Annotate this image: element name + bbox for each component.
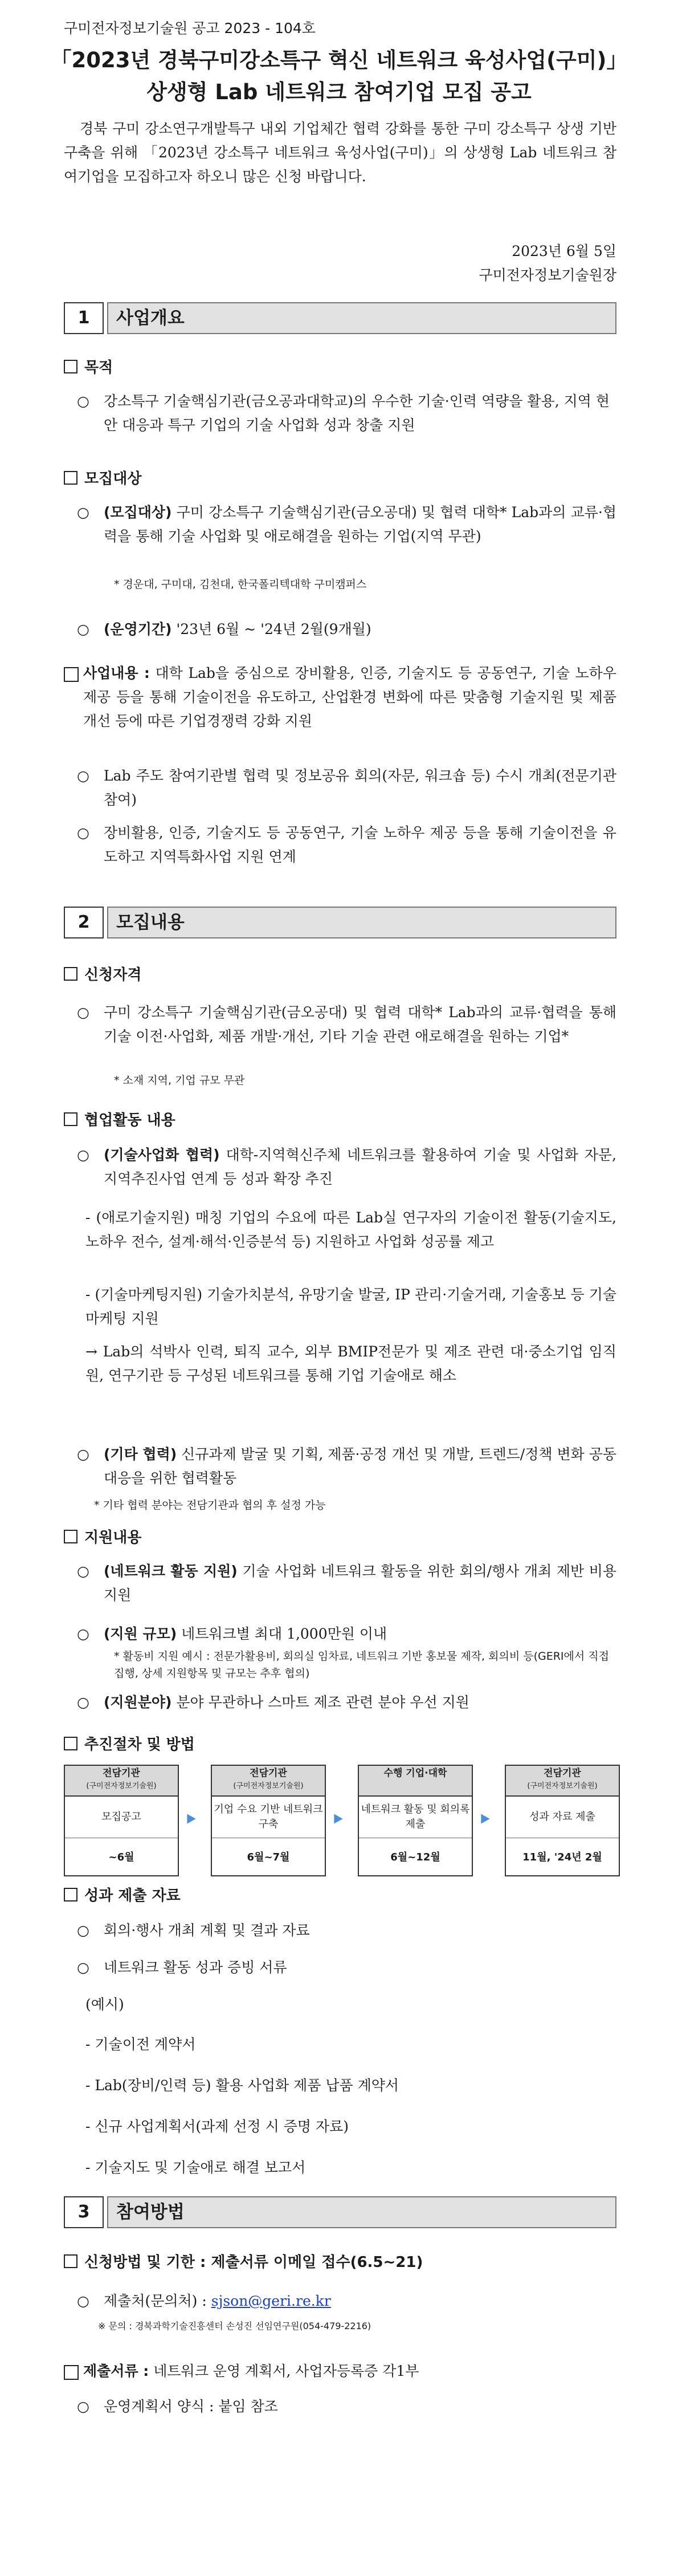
cooperation-item-2: (기타 협력) 신규과제 발굴 및 기획, 제품·공정 개선 및 개발, 트렌드/정책 변화 공동 대응을 위한 협력활동 [104, 1446, 617, 1486]
checkbox-square-icon [64, 1888, 77, 1901]
contact-note: ※ 문의 : 경북과학기술진흥센터 손성진 선임연구원(054-479-2216) [98, 2321, 371, 2331]
circle-bullet-icon: ○ [77, 1922, 89, 1939]
cooperation-sub-2: - (기술마케팅지원) 기술가치분석, 유망기술 발굴, IP 관리·기술거래, 기술홍보 등 기술마케팅 지원 [85, 1286, 616, 1327]
support-item-1: (네트워크 활동 지원) 기술 사업화 네트워크 활동을 위한 회의/행사 개최 제반 비용 지원 [104, 1563, 616, 1603]
process-step-period: ~6월 [108, 1851, 134, 1863]
apply-heading: 신청방법 및 기한 : 제출서류 이메일 접수(6.5~21) [64, 2251, 423, 2274]
process-step-period: 6월~7월 [247, 1851, 290, 1863]
support-item-2: (지원 규모) 네트워크별 최대 1,000만원 이내 [104, 1626, 387, 1642]
support-note: * 활동비 지원 예시 : 전문가활용비, 회의실 임차료, 네트워크 기반 홍보물 제작, 회의비 등(GERI에서 직접 집행, 상세 지원항목 및 규모는 추후 협의) [114, 1650, 609, 1680]
title-line-1: 「2023년 경북구미강소특구 혁신 네트워크 육성사업(구미)」 [50, 48, 628, 72]
period-item: (운영기간) '23년 6월 ~ '24년 2월(9개월) [104, 621, 371, 637]
process-step-org: 수행 기업·대학 [359, 1766, 472, 1797]
circle-bullet-icon: ○ [77, 824, 89, 841]
checkbox-square-icon [64, 1112, 77, 1126]
support-item-3: (지원분야) 분야 무관하나 스마트 제조 관련 분야 우선 지원 [104, 1694, 469, 1710]
process-step-org: 전담기관 (구미전자정보기술원) [506, 1766, 619, 1797]
section-number: 2 [64, 907, 104, 938]
section-3-header [64, 2196, 616, 2227]
title-line-2: 상생형 Lab 네트워크 참여기업 모집 공고 [146, 80, 532, 104]
checkbox-square-icon [64, 967, 77, 981]
circle-bullet-icon: ○ [77, 1147, 89, 1163]
process-step-period: 6월~12월 [390, 1851, 440, 1863]
arrow-right-icon [185, 1813, 198, 1825]
checkbox-square-icon [64, 360, 77, 373]
notice-number: 구미전자정보기술원 공고 2023 - 104호 [64, 20, 316, 36]
circle-bullet-icon: ○ [77, 1446, 89, 1462]
checkbox-square-icon [64, 2365, 79, 2380]
checkbox-square-icon [64, 1737, 77, 1750]
process-step [211, 1765, 326, 1876]
issue-date-block [479, 239, 616, 287]
checkbox-square-icon [64, 667, 79, 682]
process-step-task: 성과 자료 제출 [506, 1797, 619, 1838]
qualification-note: * 소재 지역, 기업 규모 무관 [114, 1074, 245, 1087]
circle-bullet-icon: ○ [77, 2398, 89, 2415]
target-heading: 모집대상 [64, 468, 141, 490]
plan-form: 운영계획서 양식 : 붙임 참조 [104, 2398, 278, 2415]
cooperation-heading: 협업활동 내용 [64, 1109, 175, 1132]
issuer: 구미전자정보기술원장 [479, 267, 616, 283]
section-number: 1 [64, 302, 104, 334]
support-heading: 지원내용 [64, 1526, 141, 1549]
example-item: - 기술지도 및 기술애로 해결 보고서 [85, 2159, 306, 2176]
purpose-heading: 목적 [64, 356, 113, 379]
cooperation-item-1: (기술사업화 협력) 대학-지역혁신주체 네트워크를 활용하여 기술 및 사업화 자문, 지역추진사업 연계 등 성과 확장 추진 [104, 1147, 616, 1187]
qualification-heading: 신청자격 [64, 964, 141, 986]
purpose-text: 강소특구 기술핵심기관(금오공과대학교)의 우수한 기술·인력 역량을 활용, 지역 현안 대응과 특구 기업의 기술 사업화 성과 창출 지원 [104, 393, 610, 433]
section-title: 참여방법 [107, 2196, 616, 2228]
issue-date: 2023년 6월 5일 [512, 243, 616, 259]
result-item-2: 네트워크 활동 성과 증빙 서류 [104, 1959, 287, 1976]
checkbox-square-icon [64, 2254, 77, 2268]
process-step-org: 전담기관 (구미전자정보기술원) [212, 1766, 325, 1797]
arrow-right-icon [332, 1813, 345, 1825]
circle-bullet-icon: ○ [77, 504, 89, 521]
arrow-right-icon [479, 1813, 492, 1825]
checkbox-square-icon [64, 1530, 77, 1543]
circle-bullet-icon: ○ [77, 393, 89, 409]
cooperation-sub-1: - (애로기술지원) 매칭 기업의 수요에 따른 Lab실 연구자의 기술이전 활동(기술지도, 노하우 전수, 설계·해석·인증분석 등) 지원하고 사업화 성공률 제고 [85, 1209, 616, 1250]
circle-bullet-icon: ○ [77, 767, 89, 784]
example-item: - 기술이전 계약서 [85, 2036, 196, 2053]
example-label: (예시) [85, 1996, 124, 2013]
section-2-header [64, 907, 616, 937]
checkbox-square-icon [64, 471, 77, 485]
content-item: 사업내용 : 대학 Lab을 중심으로 장비활용, 인증, 기술지도 등 공동연구, 기술 노하우 제공 등을 통해 기술이전을 유도하고, 산업환경 변화에 따른 맞춤형 기술지원 및 제품 개선 등에 따른 기업경쟁력 강화 지원 [83, 665, 616, 729]
circle-bullet-icon: ○ [77, 1004, 89, 1021]
section-title: 모집내용 [107, 907, 616, 938]
section-1-header [64, 302, 616, 333]
target-note: * 경운대, 구미대, 김천대, 한국폴리텍대학 구미캠퍼스 [114, 578, 367, 591]
circle-bullet-icon: ○ [77, 1626, 89, 1642]
circle-bullet-icon: ○ [77, 1694, 89, 1710]
process-step-period: 11월, '24년 2월 [522, 1851, 602, 1863]
process-step-task: 기업 수요 기반 네트워크 구축 [212, 1797, 325, 1838]
process-step [64, 1765, 179, 1876]
content-item-2: 장비활용, 인증, 기술지도 등 공동연구, 기술 노하우 제공 등을 통해 기술이전을 유도하고 지역특화사업 지원 연계 [104, 824, 616, 865]
process-step-task: 네트워크 활동 및 회의록 제출 [359, 1797, 472, 1838]
process-heading: 추진절차 및 방법 [64, 1733, 195, 1756]
circle-bullet-icon: ○ [77, 1563, 89, 1579]
result-item-1: 회의·행사 개최 계획 및 결과 자료 [104, 1922, 310, 1939]
circle-bullet-icon: ○ [77, 621, 89, 637]
cooperation-sub-3: → Lab의 석박사 인력, 퇴직 교수, 외부 BMIP전문가 및 제조 관련 대·중소기업 임직원, 연구기관 등 구성된 네트워크를 통해 기업 기술애로 해소 [85, 1343, 616, 1384]
section-number: 3 [64, 2196, 104, 2228]
docs-item: 제출서류 : 네트워크 운영 계획서, 사업자등록증 각1부 [83, 2363, 419, 2379]
process-step-org: 전담기관 (구미전자정보기술원) [65, 1766, 178, 1797]
cooperation-note: * 기타 협력 분야는 전담기관과 협의 후 설정 가능 [94, 1499, 326, 1512]
email-link[interactable]: sjson@geri.re.kr [211, 2293, 331, 2309]
process-step-task: 모집공고 [65, 1797, 178, 1838]
submit-item: 제출처(문의처) : sjson@geri.re.kr [104, 2293, 331, 2309]
example-item: - Lab(장비/인력 등) 활용 사업화 제품 납품 계약서 [85, 2077, 399, 2094]
process-step [358, 1765, 473, 1876]
content-item-1: Lab 주도 참여기관별 협력 및 정보공유 회의(자문, 워크숍 등) 수시 개최(전문기관 참여) [104, 767, 616, 808]
process-step [505, 1765, 620, 1876]
intro-paragraph: 경북 구미 강소연구개발특구 내외 기업체간 협력 강화를 통한 구미 강소특구 상생 기반 구축을 위해 「2023년 강소특구 네트워크 육성사업(구미)」의 상생형 Lab 네트워크 참여기업을 모집하고자 하오니 많은 신청 바랍니다. [64, 120, 616, 185]
target-item: (모집대상) 구미 강소특구 기술핵심기관(금오공대) 및 협력 대학* Lab과의 교류·협력을 통해 기술 사업화 및 애로해결을 원하는 기업(지역 무관) [104, 504, 616, 545]
circle-bullet-icon: ○ [77, 1959, 89, 1976]
circle-bullet-icon: ○ [77, 2293, 89, 2309]
section-title: 사업개요 [107, 302, 616, 334]
qualification-text: 구미 강소특구 기술핵심기관(금오공대) 및 협력 대학* Lab과의 교류·협력을 통해 기술 이전·사업화, 제품 개발·개선, 기타 기술 관련 애로해결을 원하는 기업* [104, 1004, 616, 1045]
example-item: - 신규 사업계획서(과제 선정 시 증명 자료) [85, 2118, 349, 2135]
result-heading: 성과 제출 자료 [64, 1884, 181, 1907]
